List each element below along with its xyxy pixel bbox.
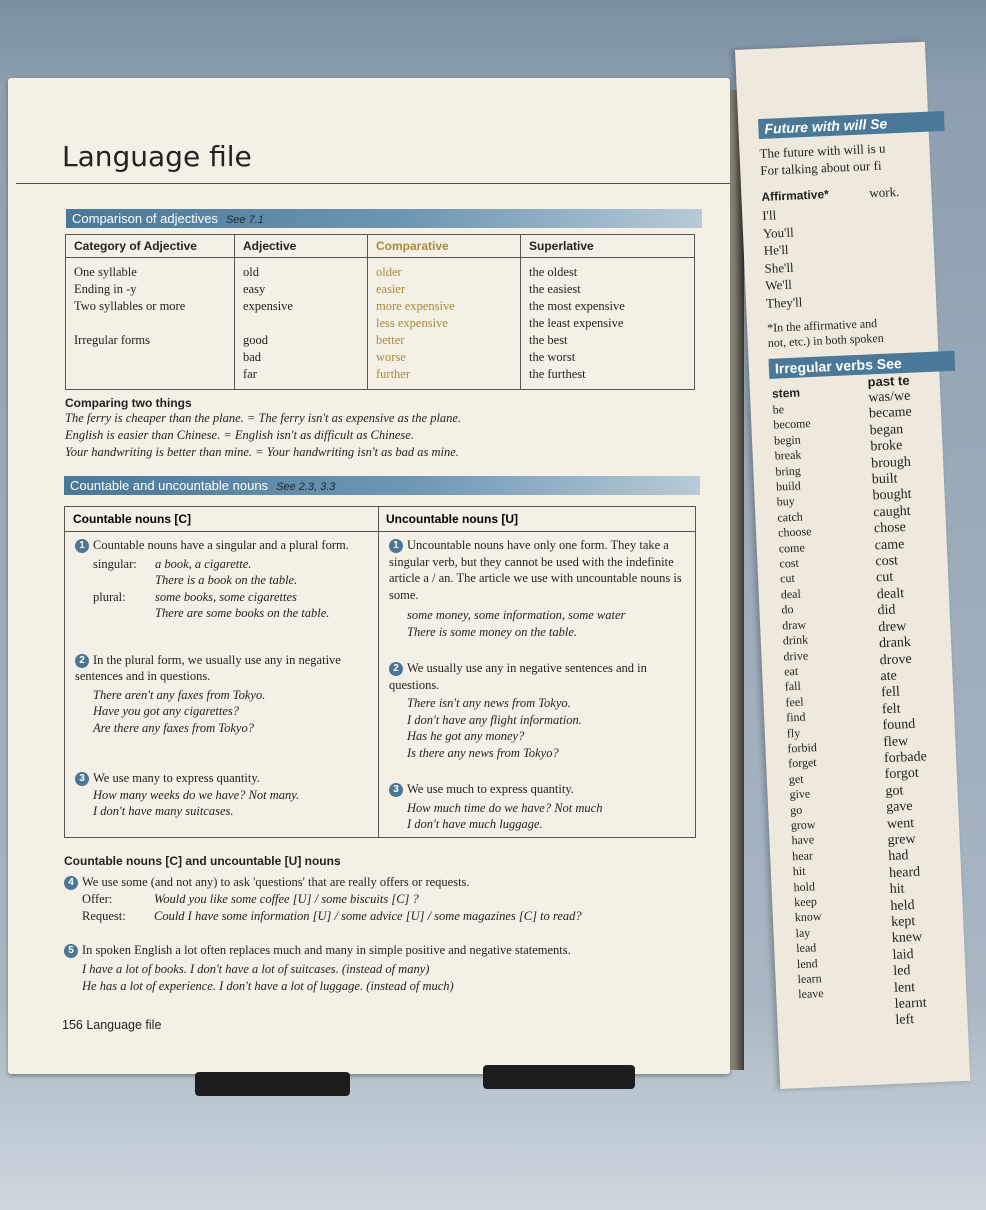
pronoun: They'll (765, 293, 803, 311)
superlative-item: the best (529, 333, 568, 347)
verb-stem: break (774, 447, 802, 463)
example-line: There isn't any news from Tokyo. (407, 696, 571, 710)
comparative-item: easier (376, 282, 406, 296)
plural-label: plural: (93, 589, 126, 604)
pronoun: You'll (762, 224, 794, 241)
future-intro-line: The future with will is u (759, 140, 886, 162)
verb-past: broke (870, 438, 903, 455)
verb-stem: draw (781, 617, 807, 633)
verb-stem: cut (779, 571, 796, 586)
number-badge: 3 (389, 783, 403, 797)
past-heading: past te (867, 372, 910, 390)
verb-stem: buy (776, 494, 796, 510)
comparative-item: more expensive (376, 299, 455, 313)
comparative-item: worse (376, 350, 406, 364)
verb-stem: choose (777, 524, 812, 540)
verb-past: cut (875, 570, 894, 586)
singular-example-2: There is a book on the table. (155, 573, 298, 587)
verb-past: began (869, 421, 904, 439)
number-badge: 3 (75, 772, 89, 786)
verb-stem: lend (796, 955, 818, 971)
example-line: There aren't any faxes from Tokyo. (93, 687, 266, 702)
verb-past: forbade (883, 749, 928, 767)
verb-stem: build (775, 478, 802, 494)
verb-past: left (895, 1012, 915, 1029)
example-line: I don't have many suitcases. (93, 804, 234, 818)
col-category: Category of Adjective (66, 235, 235, 258)
verb-past: built (871, 471, 898, 488)
verb-stem: lay (795, 925, 811, 941)
adjective-item (243, 315, 359, 332)
verb-stem: hear (791, 848, 814, 864)
work-word: work. (869, 183, 900, 201)
uncountable-point-3 (389, 781, 687, 798)
verb-past: came (874, 536, 905, 554)
adjective-item: expensive (243, 299, 293, 313)
countable-point-1 (75, 537, 373, 554)
verb-past: led (893, 963, 911, 980)
countable-examples-3 (75, 787, 373, 820)
verb-stem: lead (795, 940, 817, 956)
plural-example-2: There are some books on the table. (155, 606, 330, 620)
page-title: Language file (62, 140, 252, 173)
category-cell (66, 258, 235, 390)
verb-past: ate (880, 668, 898, 685)
verb-stem: get (788, 771, 804, 787)
verb-past: got (885, 783, 904, 799)
comparing-line: Your handwriting is better than mine. = Your handwriting isn't as bad as mine. (65, 445, 459, 459)
verb-past: had (888, 848, 909, 865)
comparative-item: further (376, 367, 411, 381)
verb-past: brough (870, 454, 912, 472)
verb-stem: leave (797, 986, 824, 1002)
example-line: Is there any news from Tokyo? (407, 745, 559, 760)
verb-past: drank (878, 634, 912, 652)
countable-see-ref: See 2.3, 3.3 (276, 481, 336, 493)
comparison-banner-title: Comparison of adjectives (72, 211, 218, 226)
verb-stem: eat (783, 663, 799, 679)
plural-row (75, 589, 373, 606)
uncountable-text: We use much to express quantity. (407, 782, 574, 796)
adjective-item: easy (243, 282, 266, 296)
adjective-item: bad (243, 350, 262, 364)
verb-stem: become (773, 416, 811, 433)
pronoun-list (762, 205, 803, 311)
uncountable-point-1 (389, 537, 687, 603)
category-item: Irregular forms (74, 333, 151, 347)
verb-stem: hit (792, 863, 806, 879)
verb-stem: bring (775, 463, 802, 479)
comparing-examples (65, 410, 461, 461)
category-item (74, 315, 226, 332)
both-text: In spoken English a lot often replaces much and many in simple positive and negative statements. (82, 943, 571, 957)
column-divider (378, 507, 379, 837)
verb-stem: grow (790, 817, 816, 833)
example-line: How much time do we have? Not much (407, 800, 603, 815)
uncountable-header: Uncountable nouns [U] (378, 507, 695, 532)
verb-stem: forget (787, 755, 817, 771)
pronoun: She'll (764, 259, 794, 276)
countable-examples-2 (75, 687, 373, 737)
both-example-1: I have a lot of books. I don't have a lot of suitcases. (instead of many) (82, 962, 430, 976)
pronoun: We'll (764, 276, 793, 293)
pronoun: I'll (761, 207, 777, 223)
countable-banner-title: Countable and uncountable nouns (70, 478, 269, 493)
countable-banner (64, 476, 700, 495)
verb-stem: hold (793, 878, 816, 894)
verb-stem: find (785, 709, 806, 725)
superlative-item: the worst (529, 350, 576, 364)
verb-stem: drive (783, 647, 809, 663)
page-footer: 156 Language file (62, 1018, 162, 1032)
verb-past: learnt (894, 995, 927, 1012)
verb-past: held (890, 897, 915, 914)
countable-text: In the plural form, we usually use any in negative sentences and in questions. (75, 652, 341, 683)
number-badge: 2 (389, 662, 403, 676)
col-comparative: Comparative (368, 235, 521, 258)
superlative-item: the easiest (529, 282, 581, 296)
left-page (8, 78, 730, 1074)
book-stand-clip-left (195, 1072, 350, 1096)
verb-past: went (886, 815, 915, 832)
adjective-item: good (243, 333, 268, 347)
future-intro-line: For talking about our fi (759, 157, 882, 179)
stem-list (772, 401, 835, 1003)
pronoun: He'll (763, 241, 789, 258)
future-will-banner: Future with will Se (758, 111, 945, 139)
col-superlative: Superlative (521, 235, 695, 258)
verb-stem: keep (793, 894, 818, 910)
verb-past: hit (889, 881, 905, 898)
uncountable-text: We usually use any in negative sentences and in questions. (389, 661, 647, 692)
both-example-2: He has a lot of experience. I don't have a lot of luggage. (instead of much) (82, 979, 454, 993)
verb-stem: know (794, 909, 822, 925)
singular-label: singular: (93, 556, 137, 571)
example-line: Are there any faxes from Tokyo? (93, 720, 254, 735)
both-heading: Countable nouns [C] and uncountable [U] nouns (64, 854, 341, 868)
comparative-item: older (376, 265, 402, 279)
verb-past: felt (881, 701, 901, 717)
verb-stem: catch (777, 509, 804, 525)
singular-row (75, 556, 373, 573)
countable-column (75, 537, 373, 820)
number-badge: 1 (75, 539, 89, 553)
both-point-5 (64, 942, 704, 959)
superlative-item: the furthest (529, 367, 586, 381)
title-rule (16, 183, 730, 184)
superlative-item: the most expensive (529, 299, 625, 313)
verb-past: bought (872, 487, 912, 504)
verb-past: forgot (884, 766, 920, 783)
countable-table (64, 506, 696, 838)
verb-past: chose (873, 520, 907, 537)
verb-past: gave (885, 799, 913, 816)
countable-text: Countable nouns have a singular and a plural form. (93, 538, 349, 552)
countable-text: We use many to express quantity. (93, 771, 260, 785)
example-line: I don't have any flight information. (407, 712, 582, 727)
comparing-heading: Comparing two things (65, 396, 192, 410)
uncountable-examples-1 (389, 607, 687, 640)
verb-stem: learn (797, 971, 822, 987)
verb-stem: have (791, 832, 815, 848)
verb-stem: give (789, 786, 811, 802)
singular-example: a book, a cigarette. (155, 556, 252, 571)
number-badge: 1 (389, 539, 403, 553)
stem-heading: stem (771, 385, 801, 401)
verb-past: kept (890, 913, 916, 931)
verb-stem: do (781, 602, 794, 617)
offer-label: Offer: (82, 892, 113, 906)
comparative-item: less expensive (376, 316, 448, 330)
example-line: I don't have much luggage. (407, 817, 543, 831)
verb-stem: drink (782, 632, 809, 648)
right-page (735, 42, 970, 1089)
both-text: We use some (and not any) to ask 'questions' that are really offers or requests. (82, 875, 470, 889)
col-adjective: Adjective (235, 235, 368, 258)
number-badge: 2 (75, 654, 89, 668)
comparing-line: English is easier than Chinese. = English isn't as difficult as Chinese. (65, 428, 414, 442)
irregular-verbs-banner: Irregular verbs See (769, 351, 956, 379)
adjectives-table (65, 234, 695, 390)
verb-stem: be (772, 402, 785, 417)
plural-example: some books, some cigarettes (155, 589, 297, 604)
number-badge: 5 (64, 944, 78, 958)
uncountable-examples-2 (389, 695, 687, 761)
comparative-item: better (376, 333, 405, 347)
verb-stem: cost (779, 555, 800, 571)
uncountable-examples-3 (389, 800, 687, 833)
countable-point-2 (75, 652, 373, 685)
superlative-cell (521, 258, 695, 390)
offer-row (64, 891, 704, 908)
category-item: One syllable (74, 265, 137, 279)
number-badge: 4 (64, 876, 78, 890)
verb-stem: begin (773, 432, 802, 448)
verb-past: was/we (867, 388, 911, 406)
future-intro (759, 140, 886, 179)
verb-past: drove (879, 651, 912, 668)
verb-past: laid (892, 946, 914, 963)
verb-past: found (882, 716, 916, 734)
uncountable-point-2 (389, 660, 687, 693)
verb-past: became (868, 405, 913, 422)
verb-stem: feel (785, 694, 804, 710)
uncountable-column (389, 537, 687, 833)
book-stand-clip-right (483, 1065, 635, 1089)
affirmative-heading: Affirmative* (761, 187, 830, 204)
verb-stem: fly (786, 725, 801, 740)
request-label: Request: (82, 909, 126, 923)
verb-past: flew (883, 733, 909, 750)
verb-stem: fall (784, 679, 802, 694)
comparison-see-ref: See 7.1 (225, 214, 264, 226)
verb-past: cost (875, 553, 899, 570)
superlative-item: the least expensive (529, 316, 624, 330)
countable-header: Countable nouns [C] (65, 507, 378, 532)
adjective-item: old (243, 265, 259, 279)
verb-past: heard (888, 864, 921, 881)
both-point-4 (64, 874, 704, 891)
example-line: Have you got any cigarettes? (93, 704, 240, 718)
verb-past: dealt (876, 586, 905, 603)
adjective-item: far (243, 367, 257, 381)
example-line: Has he got any money? (407, 729, 525, 743)
example-line: There is some money on the table. (407, 624, 577, 639)
verb-stem: forbid (787, 740, 818, 756)
past-list (868, 389, 939, 1030)
request-example: Could I have some information [U] / some advice [U] / some magazines [C] to read? (154, 909, 582, 923)
adjective-cell (235, 258, 368, 390)
verb-stem: deal (780, 586, 802, 602)
example-line: How many weeks do we have? Not many. (93, 787, 300, 802)
comparison-banner (66, 209, 702, 228)
offer-example: Would you like some coffee [U] / some biscuits [C] ? (154, 892, 419, 906)
comparative-cell (368, 258, 521, 390)
verb-past: knew (891, 930, 923, 947)
uncountable-text: Uncountable nouns have only one form. They take a singular verb, but they cannot be used with the indefinite article a / an. The article we use with uncountable nouns is some. (389, 538, 682, 602)
superlative-item: the oldest (529, 265, 578, 279)
verb-stem: go (789, 802, 803, 817)
request-row (64, 908, 704, 925)
category-item: Two syllables or more (74, 299, 186, 313)
verb-past: caught (872, 503, 911, 521)
verb-past: lent (893, 979, 916, 996)
both-section (64, 874, 704, 995)
example-line: some money, some information, some water (407, 608, 626, 622)
note-line: *In the affirmative and (766, 316, 878, 335)
verb-stem: come (778, 540, 806, 556)
verb-past: did (877, 602, 896, 619)
verb-past: drew (877, 618, 907, 635)
comparing-line: The ferry is cheaper than the plane. = The ferry isn't as expensive as the plane. (65, 411, 462, 425)
category-item: Ending in -y (74, 282, 137, 296)
countable-point-3 (75, 770, 373, 787)
note-line: not, etc.) in both spoken (767, 330, 884, 350)
verb-past: fell (880, 684, 901, 701)
affirmative-note (767, 316, 884, 351)
verb-past: grew (887, 831, 916, 849)
